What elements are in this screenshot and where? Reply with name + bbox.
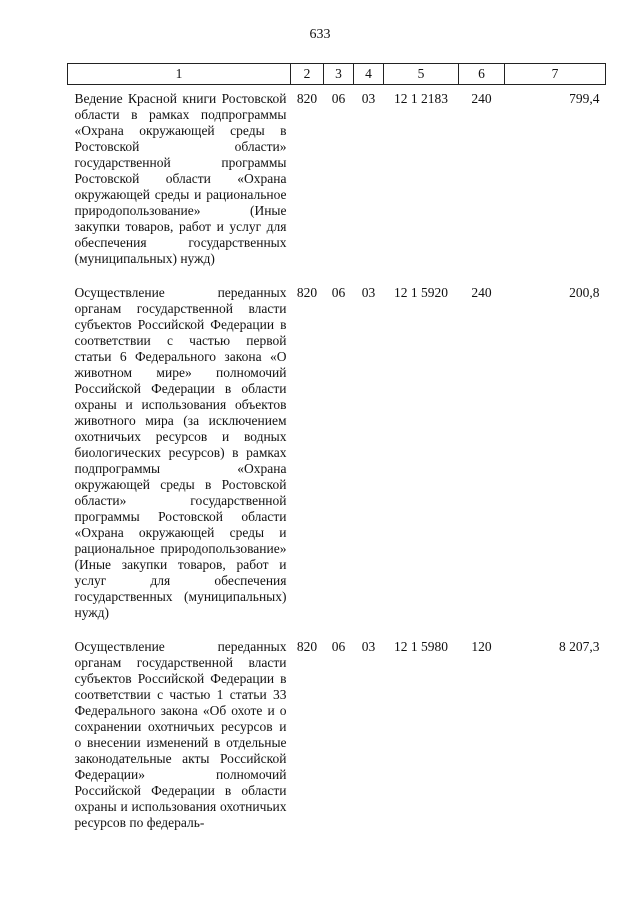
row-subsection-code: 03 xyxy=(361,285,376,300)
row-target-code: 12 1 2183 xyxy=(394,91,448,106)
row-section-code: 06 xyxy=(331,285,346,300)
table-row xyxy=(68,85,606,280)
header-col-1: 1 xyxy=(68,64,291,85)
table-row xyxy=(68,633,606,843)
row-target-code: 12 1 5980 xyxy=(394,639,448,654)
row-expense-type: 240 xyxy=(471,91,492,106)
row-amount: 799,4 xyxy=(569,91,600,106)
table-row xyxy=(68,279,606,633)
row-subsection-code: 03 xyxy=(361,639,376,654)
row-expense-type: 120 xyxy=(471,639,492,654)
header-col-7: 7 xyxy=(505,64,606,85)
row-ministry-code: 820 xyxy=(296,91,318,106)
row-amount: 200,8 xyxy=(569,285,600,300)
row-section-code: 06 xyxy=(331,91,346,106)
header-col-5: 5 xyxy=(384,64,459,85)
header-col-2: 2 xyxy=(291,64,324,85)
row-description: Осуществление переданных органам государственной власти субъектов Российской Федерации в соответствии с частью первой статьи 6 Федерального закона «О животном мире» полномочий Российской Федерации в области охраны и использования объектов животного мира (за исключением охотничьих ресурсов и водных биологических ресурсов) в рамках подпрограммы «Охрана окружающей среды в Ростовской области» государственной программы Ростовской области «Охрана окружающей среды и рациональное природопользование» (Иные закупки товаров, работ и услуг для обеспечения государственных (муниципальных) нужд) xyxy=(74,285,287,620)
header-col-6: 6 xyxy=(459,64,505,85)
row-description: Ведение Красной книги Ростовской области в рамках подпрограммы «Охрана окружающей среды в Ростовской области» государственной программы Ростовской области «Охрана окружающей среды и рациональное природопользование» (Иные закупки товаров, работ и услуг для обеспечения государственных (муниципальных) нужд) xyxy=(74,91,287,266)
row-subsection-code: 03 xyxy=(361,91,376,106)
budget-table xyxy=(67,63,606,843)
row-description: Осуществление переданных органам государственной власти субъектов Российской Федерации в соответствии с частью 1 статьи 33 Федерального закона «Об охоте и о сохранении охотничьих ресурсов и о внесении изменений в отдельные законодательные акты Российской Федерации» полномочий Российской Федерации в области охраны и использования охотничьих ресурсов по федераль- xyxy=(74,639,287,830)
row-expense-type: 240 xyxy=(471,285,492,300)
row-section-code: 06 xyxy=(331,639,346,654)
header-row xyxy=(68,64,606,85)
header-col-3: 3 xyxy=(324,64,354,85)
row-amount: 8 207,3 xyxy=(559,639,600,654)
header-col-4: 4 xyxy=(354,64,384,85)
row-ministry-code: 820 xyxy=(296,639,318,654)
page-number: 633 xyxy=(309,27,331,42)
row-target-code: 12 1 5920 xyxy=(394,285,448,300)
row-ministry-code: 820 xyxy=(296,285,318,300)
